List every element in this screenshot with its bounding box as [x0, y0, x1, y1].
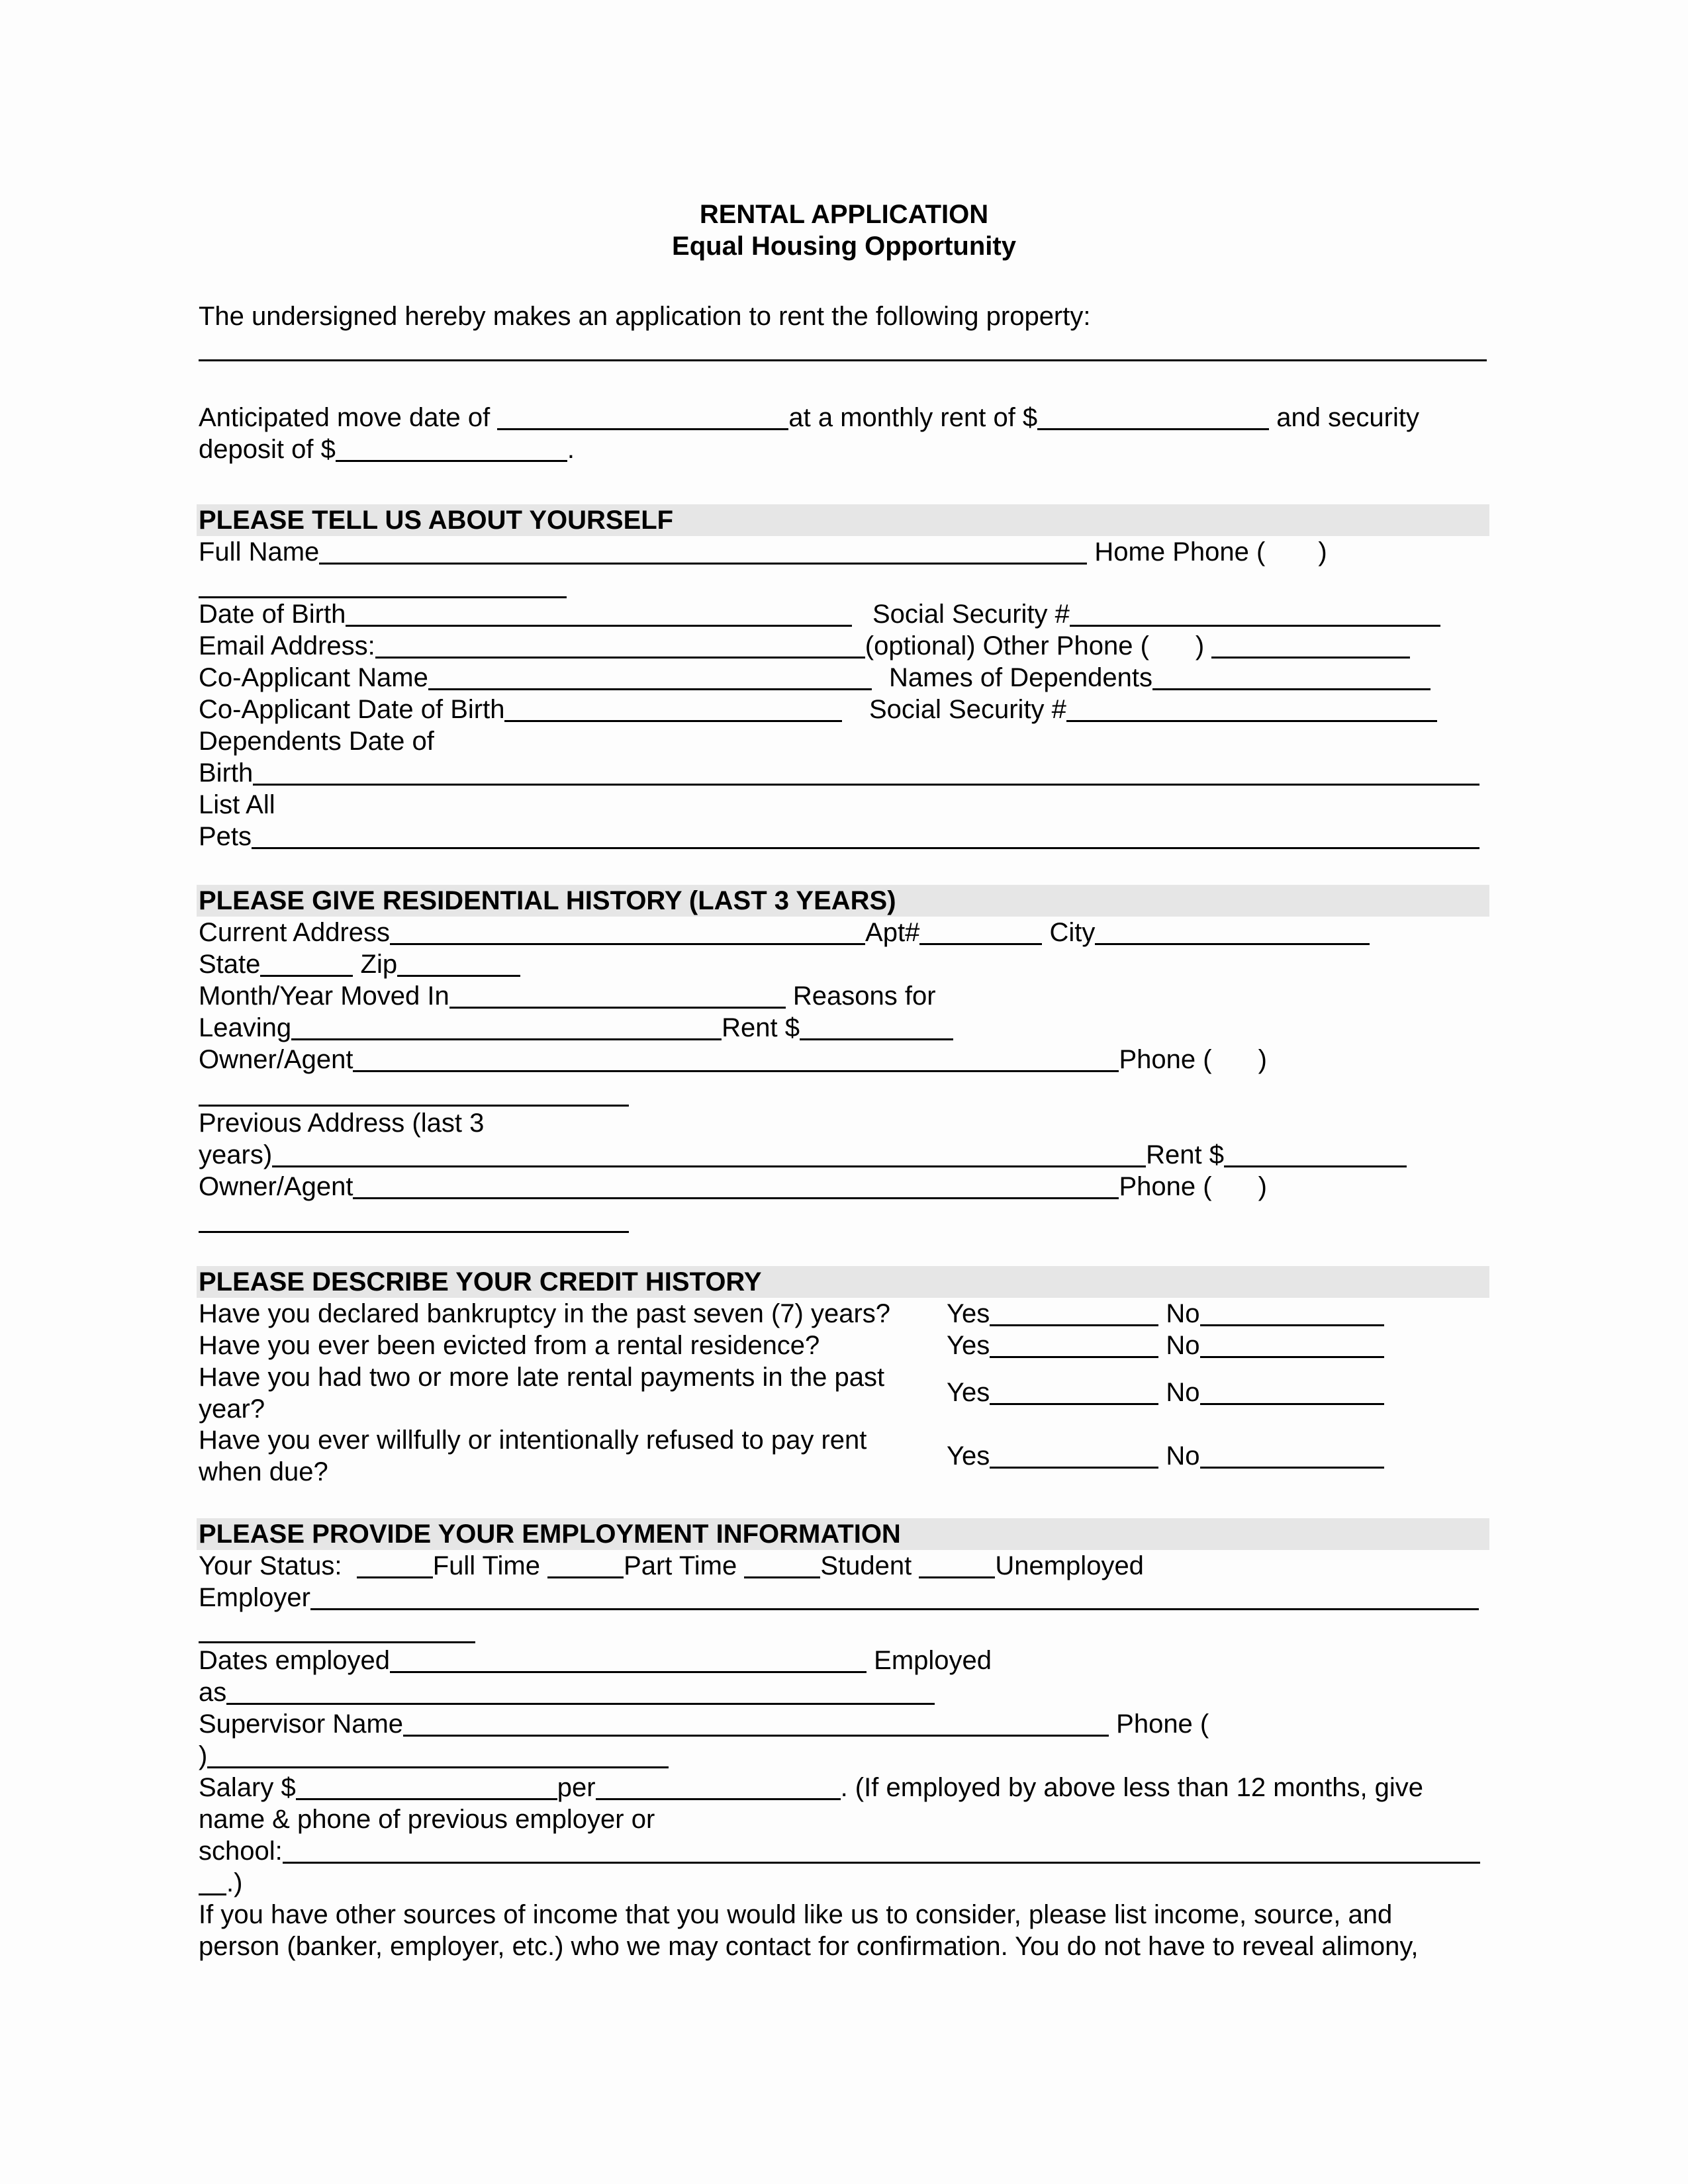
ssn-label: Social Security # — [872, 600, 1070, 629]
school-field[interactable] — [283, 1838, 1480, 1864]
q1-yes-field[interactable] — [990, 1300, 1158, 1326]
credit-q1-answers — [947, 1298, 1384, 1330]
employed-as-row — [199, 1676, 935, 1708]
owner-agent-label: Owner/Agent — [199, 1045, 353, 1074]
supervisor-phone-field[interactable] — [207, 1743, 669, 1768]
section-header-about: PLEASE TELL US ABOUT YOURSELF — [199, 506, 674, 535]
city-field[interactable] — [1095, 919, 1370, 945]
state-label: State — [199, 950, 261, 979]
co-applicant-name-field[interactable] — [428, 664, 872, 690]
moved-in-row — [199, 980, 936, 1012]
current-address-row — [199, 917, 1370, 948]
employer-field-continued[interactable] — [199, 1641, 475, 1643]
home-phone-close: ) — [1318, 537, 1327, 567]
school-end-row — [199, 1867, 242, 1899]
co-applicant-name-label: Co-Applicant Name — [199, 663, 428, 692]
q1-yes-label: Yes — [947, 1299, 990, 1328]
school-end: .) — [226, 1868, 243, 1897]
prev-owner-agent-row — [199, 1171, 1267, 1203]
previous-address-label-1: Previous Address (last 3 — [199, 1109, 485, 1138]
employer-label: Employer — [199, 1583, 310, 1612]
rent-label: Rent $ — [722, 1013, 800, 1042]
email-row — [199, 630, 1410, 662]
q3-yes-label: Yes — [947, 1378, 990, 1407]
dates-employed-label: Dates employed — [199, 1646, 391, 1675]
employer-field[interactable] — [310, 1584, 1479, 1610]
dob-row — [199, 598, 852, 630]
salary-row — [199, 1772, 1423, 1803]
reasons-label-2: Leaving — [199, 1013, 292, 1042]
ssn-row — [872, 598, 1440, 630]
owner-phone-close: ) — [1258, 1045, 1267, 1074]
co-dob-row — [199, 694, 842, 725]
move-date-field[interactable] — [497, 404, 788, 430]
pets-field[interactable] — [252, 823, 1479, 849]
owner-phone-field[interactable] — [199, 1105, 629, 1107]
co-ssn-field[interactable] — [1066, 696, 1437, 722]
per-label: per — [557, 1773, 596, 1802]
current-address-label: Current Address — [199, 918, 391, 947]
dependents-names-label: Names of Dependents — [889, 663, 1153, 692]
q3-no-label: No — [1166, 1378, 1200, 1407]
section-header-credit: PLEASE DESCRIBE YOUR CREDIT HISTORY — [199, 1267, 762, 1297]
section-header-employment: PLEASE PROVIDE YOUR EMPLOYMENT INFORMATION — [199, 1520, 901, 1549]
dates-employed-field[interactable] — [390, 1647, 867, 1673]
credit-q4-answers — [947, 1440, 1384, 1472]
supervisor-field[interactable] — [403, 1711, 1109, 1737]
prev-phone-close: ) — [1258, 1172, 1267, 1201]
full-name-field[interactable] — [319, 539, 1087, 565]
status-full-time-label: Full Time — [432, 1551, 540, 1580]
other-phone-field[interactable] — [1211, 633, 1410, 659]
salary-note-1: . (If employed by above less than 12 months, give — [840, 1773, 1424, 1802]
school-label: school: — [199, 1837, 283, 1866]
q3-yes-field[interactable] — [990, 1379, 1158, 1405]
email-label: Email Address: — [199, 631, 375, 660]
co-dob-label: Co-Applicant Date of Birth — [199, 695, 505, 724]
per-field[interactable] — [596, 1774, 841, 1800]
email-field[interactable] — [375, 633, 865, 659]
employed-as-label-1: Employed — [874, 1646, 992, 1675]
school-row — [199, 1835, 1480, 1867]
moved-in-label: Month/Year Moved In — [199, 981, 449, 1011]
status-unemployed-label: Unemployed — [995, 1551, 1144, 1580]
supervisor-phone-close: ) — [199, 1741, 208, 1770]
salary-field[interactable] — [296, 1774, 557, 1800]
q1-no-field[interactable] — [1200, 1300, 1384, 1326]
credit-q3-line1: Have you had two or more late rental payments in the past — [199, 1363, 885, 1392]
prev-phone-field[interactable] — [199, 1231, 629, 1233]
supervisor-phone-label: Phone ( — [1116, 1709, 1209, 1739]
document-subtitle: Equal Housing Opportunity — [672, 232, 1016, 261]
deposit-period: . — [567, 435, 575, 464]
employed-as-field[interactable] — [226, 1679, 935, 1705]
q4-no-field[interactable] — [1200, 1443, 1384, 1469]
owner-agent-field[interactable] — [353, 1046, 1119, 1072]
pets-label-2: Pets — [199, 822, 252, 851]
dependents-dob-row — [199, 757, 1479, 789]
q1-no-label: No — [1166, 1299, 1200, 1328]
status-unemployed-field[interactable] — [919, 1553, 995, 1578]
co-dob-field[interactable] — [504, 696, 842, 722]
apt-label: Apt# — [865, 918, 920, 947]
pets-label-1: List All — [199, 790, 275, 819]
city-label: City — [1049, 918, 1096, 947]
monthly-rent-label: at a monthly rent of $ — [788, 403, 1038, 432]
prev-owner-agent-field[interactable] — [353, 1173, 1119, 1199]
zip-label: Zip — [360, 950, 398, 979]
owner-agent-row — [199, 1044, 1267, 1075]
previous-address-label-2: years) — [199, 1140, 273, 1169]
supervisor-label: Supervisor Name — [199, 1709, 404, 1739]
status-student-label: Student — [820, 1551, 912, 1580]
current-address-field[interactable] — [390, 919, 865, 945]
document-title: RENTAL APPLICATION — [699, 200, 989, 229]
dob-field[interactable] — [346, 601, 852, 627]
status-student-field[interactable] — [744, 1553, 820, 1578]
reasons-field[interactable] — [291, 1015, 722, 1040]
other-phone-label: (optional) Other Phone ( — [865, 631, 1149, 660]
q2-no-label: No — [1166, 1331, 1200, 1360]
dates-employed-row — [199, 1645, 992, 1676]
prev-owner-agent-label: Owner/Agent — [199, 1172, 353, 1201]
co-applicant-row — [199, 662, 872, 694]
other-income-1: If you have other sources of income that you would like us to consider, please list income, source, and — [199, 1900, 1393, 1929]
credit-q4-line1: Have you ever willfully or intentionally refused to pay rent — [199, 1426, 867, 1455]
dob-label: Date of Birth — [199, 600, 346, 629]
move-date-row — [199, 402, 1419, 433]
deposit-row — [199, 433, 575, 465]
reasons-label-1: Reasons for — [792, 981, 936, 1011]
dependents-dob-field[interactable] — [253, 760, 1479, 786]
status-part-time-label: Part Time — [624, 1551, 737, 1580]
q4-yes-field[interactable] — [990, 1443, 1158, 1469]
dependents-names-row — [889, 662, 1430, 694]
owner-phone-label: Phone ( — [1119, 1045, 1212, 1074]
salary-note-2: name & phone of previous employer or — [199, 1805, 655, 1834]
state-zip-row — [199, 948, 520, 980]
monthly-rent-field[interactable] — [1037, 404, 1269, 430]
credit-q3-answers — [947, 1377, 1384, 1408]
status-part-time-field[interactable] — [547, 1553, 624, 1578]
credit-q2: Have you ever been evicted from a rental residence? — [199, 1331, 820, 1360]
co-ssn-label: Social Security # — [869, 695, 1066, 724]
dependents-dob-label-1: Dependents Date of — [199, 727, 434, 756]
school-field-continued[interactable] — [199, 1870, 226, 1895]
status-row — [199, 1550, 1144, 1582]
supervisor-phone-row — [199, 1740, 669, 1772]
q3-no-field[interactable] — [1200, 1379, 1384, 1405]
zip-field[interactable] — [397, 951, 520, 977]
move-date-label: Anticipated move date of — [199, 403, 491, 432]
q4-no-label: No — [1166, 1441, 1200, 1471]
prev-phone-label: Phone ( — [1119, 1172, 1212, 1201]
q2-no-field[interactable] — [1200, 1332, 1384, 1358]
pets-row — [199, 821, 1479, 852]
credit-q3-line2: year? — [199, 1394, 265, 1424]
full-name-row — [199, 536, 1327, 568]
prev-rent-field[interactable] — [1224, 1142, 1407, 1167]
rent-field[interactable] — [800, 1015, 953, 1040]
ssn-field[interactable] — [1070, 601, 1440, 627]
intro-text: The undersigned hereby makes an application to rent the following property: — [199, 302, 1091, 331]
apt-field[interactable] — [919, 919, 1042, 945]
section-header-residential: PLEASE GIVE RESIDENTIAL HISTORY (LAST 3 YEARS) — [199, 886, 896, 915]
dependents-dob-label-2: Birth — [199, 758, 254, 788]
credit-q1: Have you declared bankruptcy in the past seven (7) years? — [199, 1299, 891, 1328]
employer-row — [199, 1582, 1479, 1614]
state-field[interactable] — [260, 951, 353, 977]
salary-label: Salary $ — [199, 1773, 296, 1802]
status-full-time-field[interactable] — [357, 1553, 433, 1578]
q2-yes-label: Yes — [947, 1331, 990, 1360]
deposit-label: deposit of $ — [199, 435, 336, 464]
q4-yes-label: Yes — [947, 1441, 990, 1471]
property-field[interactable] — [199, 359, 1487, 361]
security-label: and security — [1276, 403, 1419, 432]
status-label: Your Status: — [199, 1551, 342, 1580]
dependents-names-field[interactable] — [1152, 664, 1430, 690]
prev-rent-label: Rent $ — [1146, 1140, 1224, 1169]
home-phone-label: Home Phone ( — [1094, 537, 1266, 567]
previous-address-field[interactable] — [272, 1142, 1146, 1167]
credit-q4-line2: when due? — [199, 1457, 328, 1486]
previous-address-row — [199, 1139, 1407, 1171]
employed-as-label-2: as — [199, 1678, 227, 1707]
moved-in-field[interactable] — [449, 983, 786, 1009]
other-phone-close: ) — [1195, 631, 1205, 660]
supervisor-row — [199, 1708, 1209, 1740]
co-ssn-row — [869, 694, 1437, 725]
leaving-row — [199, 1012, 953, 1044]
full-name-label: Full Name — [199, 537, 320, 567]
credit-q2-answers — [947, 1330, 1384, 1361]
deposit-field[interactable] — [336, 436, 567, 462]
other-income-2: person (banker, employer, etc.) who we may contact for confirmation. You do not have to reveal alimony, — [199, 1932, 1419, 1961]
q2-yes-field[interactable] — [990, 1332, 1158, 1358]
